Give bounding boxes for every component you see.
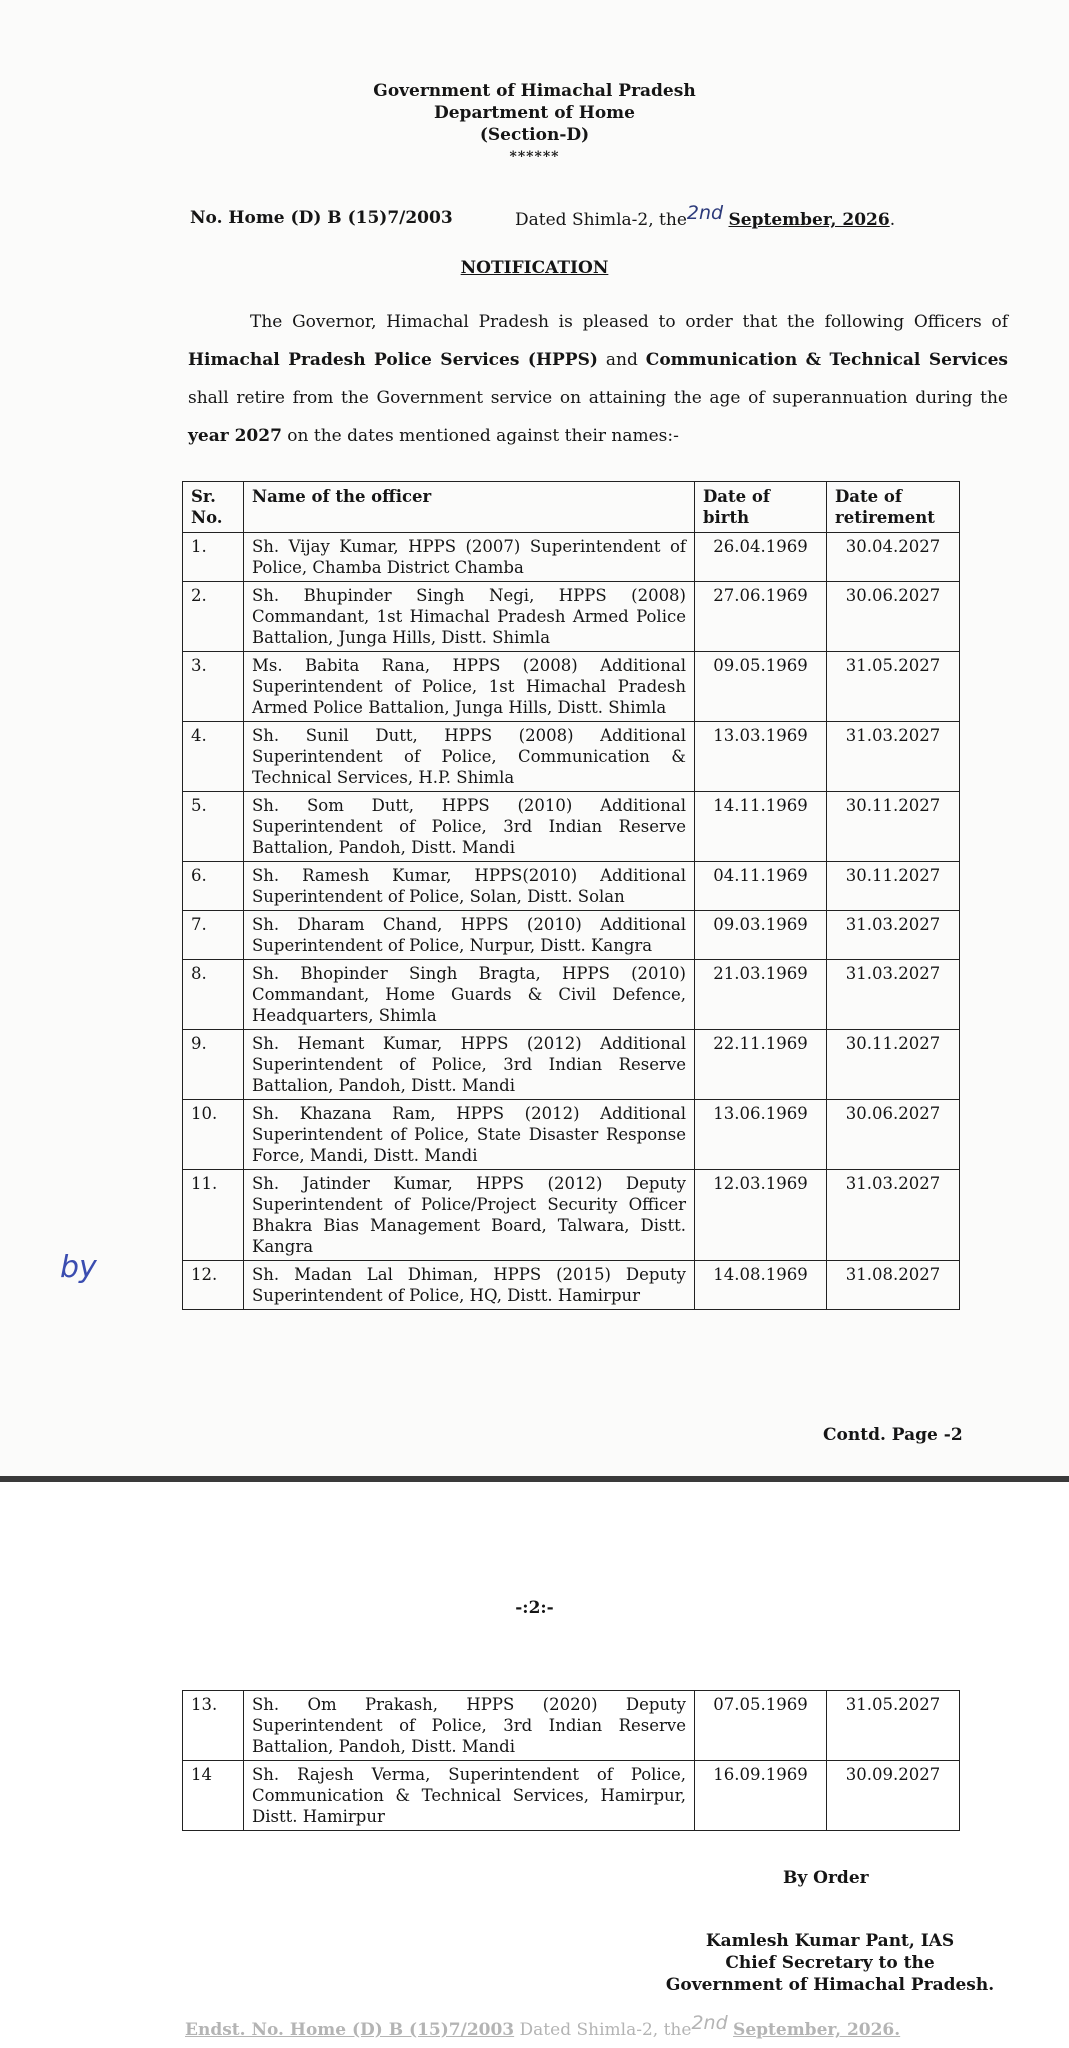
endst-number: Endst. No. Home (D) B (15)7/2003: [185, 2020, 515, 2040]
reference-line: [190, 202, 950, 231]
cell-sr-no: 8.: [183, 960, 244, 1030]
cell-date-of-birth: 09.05.1969: [695, 652, 827, 722]
cell-sr-no: 14: [183, 1761, 244, 1831]
cell-sr-no: 6.: [183, 862, 244, 911]
cell-officer-name: Sh. Madan Lal Dhiman, HPPS (2015) Deputy Superintendent of Police, HQ, Distt. Hamirpur: [244, 1261, 695, 1310]
table-row: [183, 582, 960, 652]
cell-date-of-retirement: 31.03.2027: [827, 1170, 960, 1261]
header-dob: Date of birth: [695, 482, 827, 533]
cell-date-of-birth: 14.08.1969: [695, 1261, 827, 1310]
department-title: Department of Home: [434, 103, 635, 123]
dated-prefix: Dated Shimla-2, the: [515, 210, 687, 230]
cell-date-of-birth: 04.11.1969: [695, 862, 827, 911]
endst-month-year: September, 2026.: [733, 2020, 901, 2040]
stars-divider: ******: [509, 149, 560, 165]
dated-text: [515, 202, 896, 230]
table-body-continued: [183, 1691, 960, 1831]
cell-date-of-retirement: 30.09.2027: [827, 1761, 960, 1831]
signatory-designation: Chief Secretary to the: [725, 1953, 935, 1973]
cell-officer-name: Sh. Bhopinder Singh Bragta, HPPS (2010) Commandant, Home Guards & Civil Defence, Headquarters, Shimla: [244, 960, 695, 1030]
letterhead: [0, 80, 1069, 168]
cell-sr-no: 13.: [183, 1691, 244, 1761]
cell-date-of-retirement: 30.11.2027: [827, 792, 960, 862]
cell-officer-name: Sh. Khazana Ram, HPPS (2012) Additional Superintendent of Police, State Disaster Response Force, Mandi, Distt. Mandi: [244, 1100, 695, 1170]
table-row: [183, 792, 960, 862]
cell-date-of-birth: 13.03.1969: [695, 722, 827, 792]
notification-paragraph: [188, 303, 1008, 455]
cell-sr-no: 2.: [183, 582, 244, 652]
endst-handwritten-day: 2nd: [691, 2012, 728, 2034]
cell-date-of-birth: 14.11.1969: [695, 792, 827, 862]
table-row: [183, 1170, 960, 1261]
cell-sr-no: 3.: [183, 652, 244, 722]
cell-officer-name: Sh. Som Dutt, HPPS (2010) Additional Superintendent of Police, 3rd Indian Reserve Battalion, Pandoh, Distt. Mandi: [244, 792, 695, 862]
margin-initials: by: [60, 1250, 97, 1285]
cell-officer-name: Sh. Sunil Dutt, HPPS (2008) Additional Superintendent of Police, Communication & Technical Services, H.P. Shimla: [244, 722, 695, 792]
header-sr-no: Sr. No.: [183, 482, 244, 533]
cell-date-of-retirement: 31.08.2027: [827, 1261, 960, 1310]
handwritten-day: 2nd: [686, 202, 724, 224]
cell-officer-name: Sh. Bhupinder Singh Negi, HPPS (2008) Commandant, 1st Himachal Pradesh Armed Police Battalion, Junga Hills, Distt. Shimla: [244, 582, 695, 652]
cell-sr-no: 5.: [183, 792, 244, 862]
table-row: [183, 1030, 960, 1100]
table-body: [183, 533, 960, 1310]
endorsement-line: [185, 2012, 901, 2040]
cell-date-of-birth: 09.03.1969: [695, 911, 827, 960]
cell-sr-no: 11.: [183, 1170, 244, 1261]
cell-officer-name: Sh. Ramesh Kumar, HPPS(2010) Additional Superintendent of Police, Solan, Distt. Solan: [244, 862, 695, 911]
continued-note: Contd. Page -2: [823, 1425, 963, 1445]
cell-sr-no: 9.: [183, 1030, 244, 1100]
cell-officer-name: Sh. Jatinder Kumar, HPPS (2012) Deputy Superintendent of Police/Project Security Officer Bhakra Bias Management Board, Talwara, Distt. Kangra: [244, 1170, 695, 1261]
cell-officer-name: Sh. Hemant Kumar, HPPS (2012) Additional Superintendent of Police, 3rd Indian Reserve Battalion, Pandoh, Distt. Mandi: [244, 1030, 695, 1100]
table-row: [183, 533, 960, 582]
table-row: [183, 1261, 960, 1310]
cell-date-of-retirement: 31.05.2027: [827, 1691, 960, 1761]
month-year: September, 2026: [728, 210, 890, 230]
cell-date-of-retirement: 30.06.2027: [827, 1100, 960, 1170]
cell-date-of-birth: 27.06.1969: [695, 582, 827, 652]
para-text-2: and: [597, 350, 646, 370]
page-number: -:2:-: [515, 1598, 554, 1618]
officers-table: [182, 481, 960, 1310]
period: .: [889, 210, 896, 230]
cell-date-of-retirement: 31.03.2027: [827, 722, 960, 792]
cell-sr-no: 4.: [183, 722, 244, 792]
by-order: By Order: [783, 1868, 869, 1888]
table-row: [183, 652, 960, 722]
table-row: [183, 722, 960, 792]
cell-date-of-retirement: 30.11.2027: [827, 862, 960, 911]
section-title: (Section-D): [479, 125, 590, 145]
table-header-row: [183, 482, 960, 533]
para-text-3: shall retire from the Government service on attaining the age of superannuation during the: [188, 388, 1008, 408]
table-row: [183, 862, 960, 911]
para-bold-cts: Communication & Technical Services: [645, 350, 1008, 370]
reference-number: No. Home (D) B (15)7/2003: [190, 208, 453, 228]
cell-date-of-birth: 26.04.1969: [695, 533, 827, 582]
cell-date-of-retirement: 30.04.2027: [827, 533, 960, 582]
cell-sr-no: 12.: [183, 1261, 244, 1310]
table-row: [183, 1100, 960, 1170]
cell-date-of-retirement: 31.05.2027: [827, 652, 960, 722]
cell-date-of-retirement: 31.03.2027: [827, 911, 960, 960]
signature-block: [640, 1930, 1020, 1996]
para-bold-year: year 2027: [188, 426, 282, 446]
table-row: [183, 1761, 960, 1831]
cell-date-of-birth: 13.06.1969: [695, 1100, 827, 1170]
cell-date-of-birth: 12.03.1969: [695, 1170, 827, 1261]
signatory-govt: Government of Himachal Pradesh.: [665, 1975, 995, 1995]
cell-sr-no: 7.: [183, 911, 244, 960]
signatory-name: Kamlesh Kumar Pant, IAS: [705, 1931, 955, 1951]
notification-title: NOTIFICATION: [460, 258, 609, 278]
cell-date-of-birth: 07.05.1969: [695, 1691, 827, 1761]
officers-table-continued: [182, 1690, 960, 1831]
table-row: [183, 960, 960, 1030]
table-row: [183, 1691, 960, 1761]
table-row: [183, 911, 960, 960]
para-bold-hpps: Himachal Pradesh Police Services (HPPS): [188, 350, 598, 370]
para-text-4: on the dates mentioned against their names:-: [281, 426, 679, 446]
para-text-1: The Governor, Himachal Pradesh is pleased to order that the following Officers of: [250, 312, 1008, 332]
endst-dated-prefix: Dated Shimla-2, the: [519, 2020, 692, 2040]
govt-title: Government of Himachal Pradesh: [373, 81, 696, 101]
cell-date-of-birth: 16.09.1969: [695, 1761, 827, 1831]
cell-officer-name: Sh. Dharam Chand, HPPS (2010) Additional Superintendent of Police, Nurpur, Distt. Kangra: [244, 911, 695, 960]
cell-officer-name: Sh. Om Prakash, HPPS (2020) Deputy Superintendent of Police, 3rd Indian Reserve Battalion, Pandoh, Distt. Mandi: [244, 1691, 695, 1761]
cell-sr-no: 10.: [183, 1100, 244, 1170]
cell-officer-name: Ms. Babita Rana, HPPS (2008) Additional Superintendent of Police, 1st Himachal Pradesh Armed Police Battalion, Junga Hills, Distt. Shimla: [244, 652, 695, 722]
cell-date-of-retirement: 31.03.2027: [827, 960, 960, 1030]
cell-sr-no: 1.: [183, 533, 244, 582]
cell-date-of-birth: 21.03.1969: [695, 960, 827, 1030]
header-dor: Date of retirement: [827, 482, 960, 533]
header-name: Name of the officer: [244, 482, 695, 533]
cell-officer-name: Sh. Rajesh Verma, Superintendent of Police, Communication & Technical Services, Hamirpur, Distt. Hamirpur: [244, 1761, 695, 1831]
cell-date-of-retirement: 30.06.2027: [827, 582, 960, 652]
cell-date-of-birth: 22.11.1969: [695, 1030, 827, 1100]
cell-date-of-retirement: 30.11.2027: [827, 1030, 960, 1100]
cell-officer-name: Sh. Vijay Kumar, HPPS (2007) Superintendent of Police, Chamba District Chamba: [244, 533, 695, 582]
